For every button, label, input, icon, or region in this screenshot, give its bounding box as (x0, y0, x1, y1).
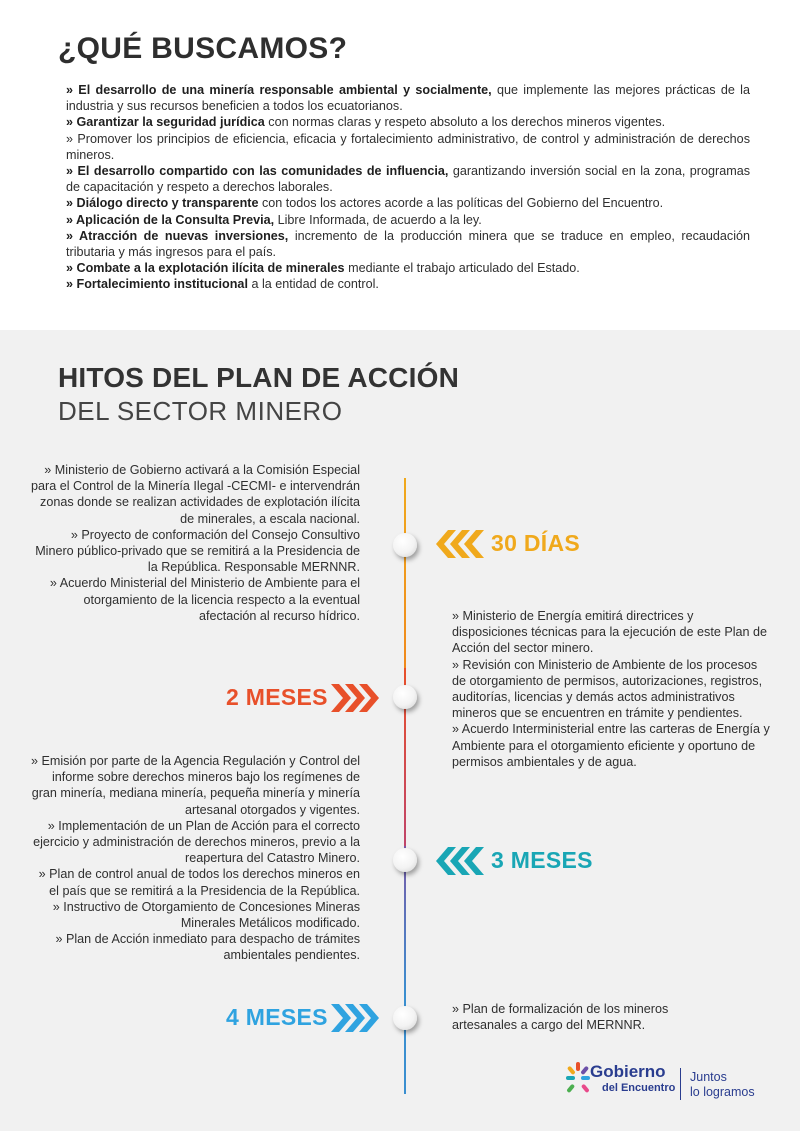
list-item: » Plan de control anual de todos los derechos mineros en el país que se remitirá a la Presidencia de la República. (38, 867, 360, 898)
list-4-meses (452, 1001, 682, 1033)
list-item: » Implementación de un Plan de Acción para el correcto ejercicio y administración de derechos mineros, previo a la reapertura del Catastro Minero. (33, 818, 360, 866)
list-item: » Plan de Acción inmediato para despacho de trámites ambientales pendientes. (55, 932, 360, 963)
logo-tagline-2: lo logramos (690, 1085, 755, 1099)
logo-name: Gobierno (590, 1062, 666, 1081)
list-item: » Proyecto de conformación del Consejo Consultivo Minero público-privado que se remitirá a la Presidencia de la República. Responsable MERNNR. (35, 527, 360, 575)
goal-item (66, 82, 750, 114)
list-item: » Ministerio de Energía emitirá directrices y disposiciones técnicas para la ejecución de este Plan de Acción del sector minero. (452, 609, 768, 656)
page-title: ¿QUÉ BUSCAMOS? (58, 32, 348, 65)
timeline-node-2 (393, 685, 417, 709)
goal-text: Libre Informada, de acuerdo a la ley. (274, 212, 482, 227)
goal-item (66, 163, 750, 195)
chevrons-right-icon (331, 1002, 383, 1034)
logo-mark-icon (566, 1060, 590, 1104)
list-item: » Plan de formalización de los mineros artesanales a cargo del MERNNR. (452, 1002, 669, 1033)
chevrons-right-icon (331, 682, 383, 714)
goal-bold: » Atracción de nuevas inversiones, (66, 228, 289, 243)
goal-item (66, 276, 750, 292)
timeline-node-3 (393, 848, 417, 872)
goal-bold: » El desarrollo de una minería responsable ambiental y socialmente, (66, 83, 492, 97)
label-4-meses: 4 MESES (226, 1004, 328, 1030)
label-3-meses: 3 MESES (491, 847, 593, 873)
timeline-node-30 (393, 533, 417, 557)
chevrons-left-icon (432, 528, 484, 560)
timeline-node-4 (393, 1006, 417, 1030)
list-item: » Revisión con Ministerio de Ambiente de los procesos de otorgamiento de permisos, autorizaciones, registros, auditorías, licencias y demás actos administrativos mineros que se encuentren en trámite y pendientes. (452, 657, 763, 721)
goal-item (66, 131, 750, 163)
goal-item (66, 195, 750, 211)
goals-section (0, 0, 800, 330)
goal-text: que implemente las mejores prácticas de la industria y sus recursos beneficien a todos los ecuatorianos. (66, 83, 750, 114)
goal-text: » Promover los principios de eficiencia, eficacia y fortalecimiento administrativo, de control y administración de derechos mineros. (66, 131, 750, 162)
list-item: » Ministerio de Gobierno activará a la Comisión Especial para el Control de la Minería Ilegal -CECMI- e intervendrán zonas donde se realizan actividades de explotación ilícita de minerales, a escala nacional. (31, 463, 360, 526)
goal-item (66, 212, 750, 228)
logo-divider (680, 1068, 681, 1100)
chevrons-left-icon (432, 845, 484, 877)
goal-text: a la entidad de control. (247, 277, 379, 292)
logo-sub: del Encuentro (602, 1082, 676, 1094)
goal-bold: » Garantizar la seguridad jurídica (66, 115, 265, 130)
list-item: » Emisión por parte de la Agencia Regulación y Control del informe sobre derechos mineros bajo los regímenes de gran minería, mediana minería, pequeña minería y minería artesanal otorgados y vigentes. (30, 754, 360, 817)
milestones-subtitle: DEL SECTOR MINERO (58, 396, 343, 426)
goal-text: garantizando inversión social en la zona, programas de capacitación y respeto a derechos laborales. (66, 164, 751, 195)
goals-list (66, 82, 750, 293)
list-3-meses (30, 753, 360, 964)
list-item: » Acuerdo Interministerial entre las carteras de Energía y Ambiente para el otorgamiento eficiente y oportuno de permisos ambientales y de agua. (452, 722, 770, 769)
logo-tagline-1: Juntos (690, 1070, 727, 1084)
timeline-segment-30 (404, 478, 406, 668)
list-item: » Instructivo de Otorgamiento de Concesiones Mineras Minerales Metálicos modificado. (52, 899, 360, 931)
label-30-dias: 30 DÍAS (491, 530, 581, 556)
goal-bold: » Fortalecimiento institucional (66, 277, 248, 292)
goal-text: incremento de la producción minera que se traduce en empleo, recaudación tributaria y más ingresos para el país. (66, 228, 750, 260)
goal-bold: » El desarrollo compartido con las comunidades de influencia, (66, 164, 449, 179)
goal-item (66, 260, 750, 276)
milestones-title: HITOS DEL PLAN DE ACCIÓN (58, 362, 459, 393)
goal-bold: » Combate a la explotación ilícita de minerales (66, 261, 345, 276)
goal-bold: » Diálogo directo y transparente (66, 196, 259, 211)
goal-text: mediante el trabajo articulado del Estado. (344, 261, 580, 276)
goal-text: con todos los actores acorde a las políticas del Gobierno del Encuentro. (258, 196, 664, 211)
label-2-meses: 2 MESES (226, 684, 328, 710)
goal-text: con normas claras y respeto absoluto a los derechos mineros vigentes. (264, 115, 666, 130)
goal-bold: » Aplicación de la Consulta Previa, (66, 212, 275, 227)
list-30-dias (30, 462, 360, 624)
list-item: » Acuerdo Ministerial del Ministerio de Ambiente para el otorgamiento de la licencia respecto a la eventual afectación al recurso hídrico. (49, 576, 360, 623)
goal-item (66, 228, 750, 260)
list-2-meses (452, 608, 770, 770)
gobierno-logo (566, 1060, 766, 1115)
goal-item (66, 114, 750, 130)
